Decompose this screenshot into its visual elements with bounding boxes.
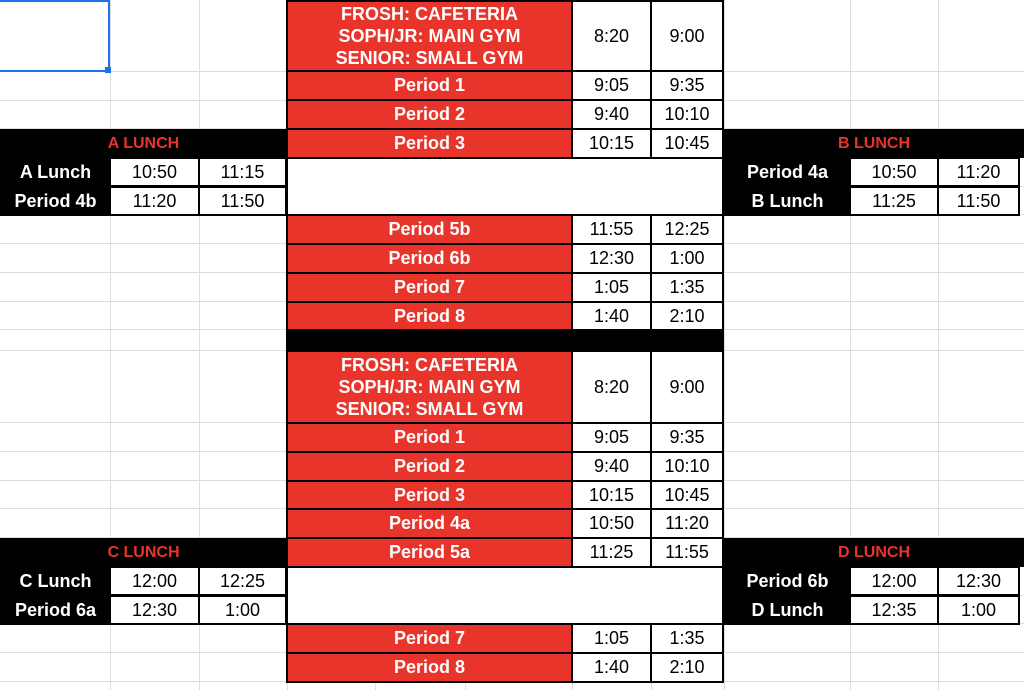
lunch-row-label[interactable]: D Lunch (724, 595, 851, 625)
end-time-cell[interactable]: 10:45 (650, 128, 724, 159)
period-label[interactable]: Period 2 (286, 451, 573, 482)
start-time-cell[interactable]: 9:05 (571, 70, 652, 101)
start-time-cell[interactable]: 12:30 (109, 595, 200, 625)
period-label[interactable]: Period 3 (286, 128, 573, 159)
start-time-cell[interactable]: 1:05 (571, 623, 652, 654)
lunch-row-label[interactable]: Period 6a (0, 595, 111, 625)
location-header-cell[interactable] (286, 350, 573, 424)
period-label[interactable]: Period 1 (286, 70, 573, 101)
end-time-cell[interactable]: 1:35 (650, 272, 724, 303)
a-lunch-title[interactable]: A LUNCH (0, 129, 287, 158)
period-label[interactable]: Period 7 (286, 623, 573, 654)
start-time-cell[interactable]: 1:05 (571, 272, 652, 303)
end-time-cell[interactable]: 12:30 (937, 566, 1020, 596)
period-label[interactable]: Period 4a (286, 508, 573, 539)
lunch-row-label[interactable]: Period 4b (0, 186, 111, 216)
location-header-cell[interactable] (286, 0, 573, 72)
end-time-cell[interactable]: 12:25 (650, 214, 724, 245)
end-time-cell[interactable]: 11:50 (198, 186, 287, 216)
blank-lunch-band[interactable] (286, 157, 724, 216)
start-time-cell[interactable]: 11:20 (109, 186, 200, 216)
start-time-cell[interactable]: 8:20 (571, 0, 652, 72)
period-label[interactable]: Period 2 (286, 99, 573, 130)
start-time-cell[interactable]: 10:15 (571, 128, 652, 159)
period-label[interactable]: Period 5a (286, 537, 573, 568)
d-lunch-title[interactable]: D LUNCH (724, 538, 1024, 567)
start-time-cell[interactable]: 11:55 (571, 214, 652, 245)
period-label[interactable]: Period 1 (286, 422, 573, 453)
period-label[interactable]: Period 8 (286, 301, 573, 332)
end-time-cell[interactable]: 12:25 (198, 566, 287, 596)
start-time-cell[interactable]: 1:40 (571, 652, 652, 683)
end-time-cell[interactable]: 11:15 (198, 157, 287, 187)
end-time-cell[interactable]: 10:45 (650, 480, 724, 511)
period-label[interactable]: Period 8 (286, 652, 573, 683)
lunch-row-label[interactable]: Period 6b (724, 566, 851, 596)
start-time-cell[interactable]: 9:40 (571, 451, 652, 482)
start-time-cell[interactable]: 9:40 (571, 99, 652, 130)
end-time-cell[interactable]: 11:50 (937, 186, 1020, 216)
start-time-cell[interactable]: 10:50 (109, 157, 200, 187)
period-label[interactable]: Period 7 (286, 272, 573, 303)
start-time-cell[interactable]: 10:50 (849, 157, 939, 187)
end-time-cell[interactable]: 11:20 (650, 508, 724, 539)
start-time-cell[interactable]: 11:25 (571, 537, 652, 568)
selected-cell[interactable] (0, 0, 110, 72)
lunch-row-label[interactable]: C Lunch (0, 566, 111, 596)
end-time-cell[interactable]: 2:10 (650, 652, 724, 683)
end-time-cell[interactable]: 1:00 (650, 243, 724, 274)
end-time-cell[interactable]: 9:00 (650, 0, 724, 72)
start-time-cell[interactable]: 12:35 (849, 595, 939, 625)
fill-handle[interactable] (105, 67, 111, 73)
end-time-cell[interactable]: 11:20 (937, 157, 1020, 187)
end-time-cell[interactable]: 9:35 (650, 422, 724, 453)
header-line: FROSH: CAFETERIA (341, 4, 518, 24)
end-time-cell[interactable]: 9:00 (650, 350, 724, 424)
header-line: SENIOR: SMALL GYM (335, 48, 524, 68)
header-line: FROSH: CAFETERIA (341, 355, 518, 375)
c-lunch-title[interactable]: C LUNCH (0, 538, 287, 567)
end-time-cell[interactable]: 2:10 (650, 301, 724, 332)
start-time-cell[interactable]: 10:15 (571, 480, 652, 511)
start-time-cell[interactable]: 1:40 (571, 301, 652, 332)
start-time-cell[interactable]: 11:25 (849, 186, 939, 216)
start-time-cell[interactable]: 8:20 (571, 350, 652, 424)
end-time-cell[interactable]: 10:10 (650, 99, 724, 130)
schedule-separator (286, 329, 724, 351)
header-line: SOPH/JR: MAIN GYM (338, 26, 521, 46)
lunch-row-label[interactable]: B Lunch (724, 186, 851, 216)
lunch-row-label[interactable]: A Lunch (0, 157, 111, 187)
end-time-cell[interactable]: 9:35 (650, 70, 724, 101)
start-time-cell[interactable]: 12:00 (849, 566, 939, 596)
blank-lunch-band[interactable] (286, 566, 724, 625)
end-time-cell[interactable]: 11:55 (650, 537, 724, 568)
end-time-cell[interactable]: 1:00 (198, 595, 287, 625)
start-time-cell[interactable]: 12:30 (571, 243, 652, 274)
header-line: SENIOR: SMALL GYM (335, 399, 524, 419)
period-label[interactable]: Period 6b (286, 243, 573, 274)
b-lunch-title[interactable]: B LUNCH (724, 129, 1024, 158)
end-time-cell[interactable]: 1:00 (937, 595, 1020, 625)
period-label[interactable]: Period 5b (286, 214, 573, 245)
end-time-cell[interactable]: 10:10 (650, 451, 724, 482)
start-time-cell[interactable]: 12:00 (109, 566, 200, 596)
end-time-cell[interactable]: 1:35 (650, 623, 724, 654)
lunch-row-label[interactable]: Period 4a (724, 157, 851, 187)
period-label[interactable]: Period 3 (286, 480, 573, 511)
header-line: SOPH/JR: MAIN GYM (338, 377, 521, 397)
start-time-cell[interactable]: 10:50 (571, 508, 652, 539)
start-time-cell[interactable]: 9:05 (571, 422, 652, 453)
